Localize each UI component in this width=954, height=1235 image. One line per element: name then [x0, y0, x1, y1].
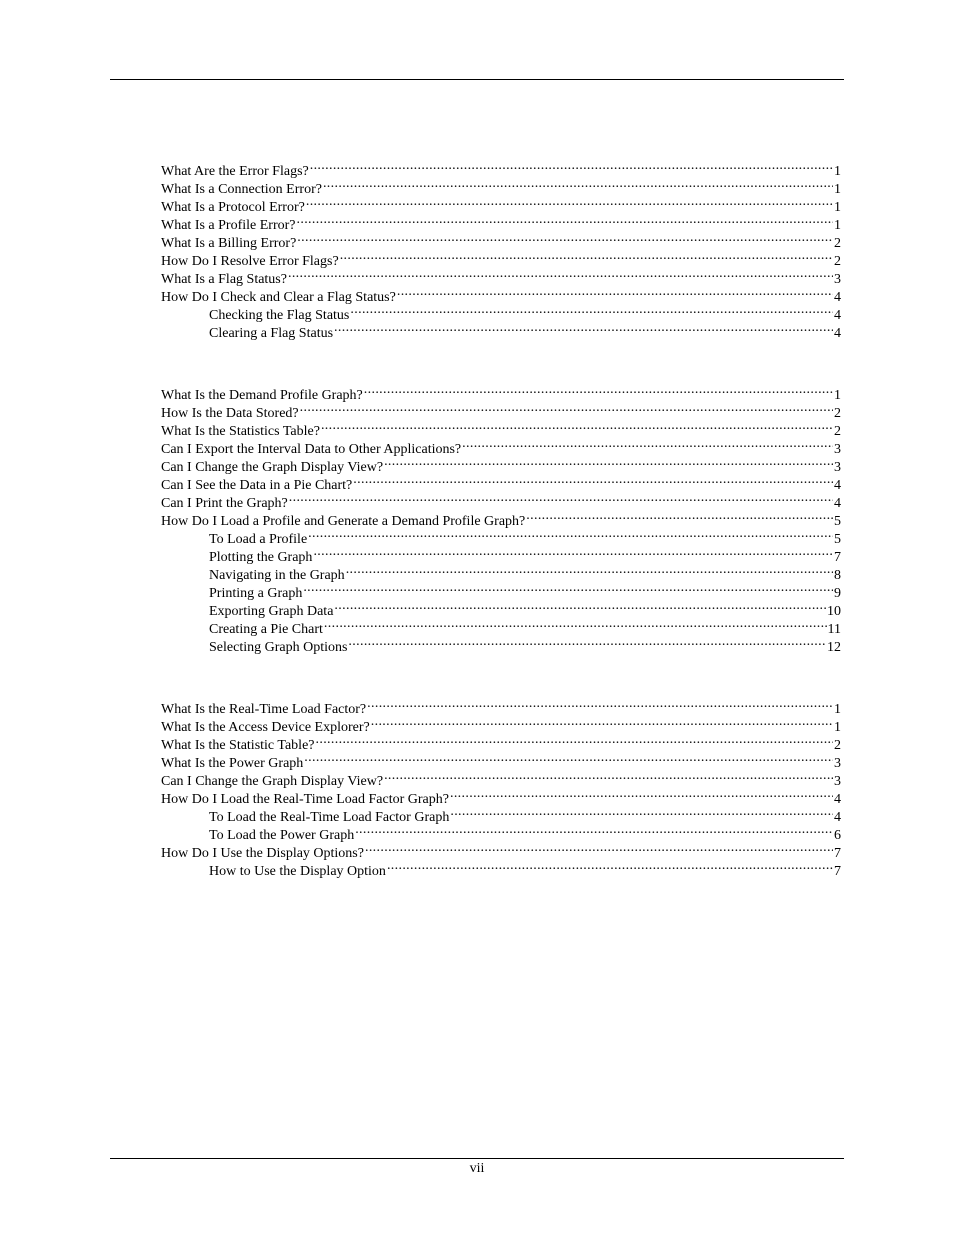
toc-page-number: 3	[834, 756, 841, 771]
toc-page-number: 2	[834, 236, 841, 251]
dot-leader	[321, 417, 833, 435]
toc-page-number: 4	[834, 810, 841, 825]
dot-leader	[353, 471, 833, 489]
toc-page-number: 4	[834, 496, 841, 511]
toc-entry-title: Can I Print the Graph?	[161, 496, 288, 511]
toc-page-number: 7	[834, 846, 841, 861]
toc-entry-title: Printing a Graph	[209, 586, 303, 601]
toc-page-number: 4	[834, 326, 841, 341]
toc-page-number: 2	[834, 406, 841, 421]
toc-page-number: 10	[827, 604, 841, 619]
toc-entry-title: What Is the Statistic Table?	[161, 738, 315, 753]
dot-leader	[323, 175, 833, 193]
toc-page-number: 1	[834, 218, 841, 233]
dot-leader	[334, 319, 833, 337]
toc-page-number: 1	[834, 720, 841, 735]
toc-page-number: 3	[834, 442, 841, 457]
toc-page-number: 1	[834, 388, 841, 403]
toc-page-number: 8	[834, 568, 841, 583]
toc-entry-title: Can I Change the Graph Display View?	[161, 774, 384, 789]
dot-leader	[289, 489, 833, 507]
dot-leader	[324, 615, 827, 633]
toc-entry-title: What Is the Demand Profile Graph?	[161, 388, 363, 403]
toc-page-number: 7	[834, 550, 841, 565]
toc-entry-title: How Is the Data Stored?	[161, 406, 299, 421]
dot-leader	[288, 265, 833, 283]
toc-entry-title: How to Use the Display Option	[209, 864, 386, 879]
toc-entry-title: What Is the Power Graph	[161, 756, 304, 771]
toc-page-number: 2	[834, 738, 841, 753]
toc-page-number: 3	[834, 774, 841, 789]
header-rule	[110, 79, 844, 80]
toc-page-number: 4	[834, 792, 841, 807]
toc-entry-title: What Is a Protocol Error?	[161, 200, 305, 215]
dot-leader	[526, 507, 833, 525]
dot-leader	[462, 435, 833, 453]
toc-page-number: 1	[834, 702, 841, 717]
dot-leader	[365, 839, 833, 857]
toc-entry-title: What Is a Billing Error?	[161, 236, 297, 251]
toc-entry-title: To Load a Profile	[209, 532, 308, 547]
toc-entry-title: How Do I Check and Clear a Flag Status?	[161, 290, 396, 305]
toc-page-number: 4	[834, 308, 841, 323]
toc-page-number: 1	[834, 200, 841, 215]
toc-entry-title: Navigating in the Graph	[209, 568, 345, 583]
toc-page-number: 2	[834, 254, 841, 269]
toc-page-number: 1	[834, 182, 841, 197]
dot-leader	[346, 561, 833, 579]
toc-entry-title: Plotting the Graph	[209, 550, 313, 565]
dot-leader	[313, 543, 833, 561]
toc-entry-title: To Load the Real-Time Load Factor Graph	[209, 810, 450, 825]
dot-leader	[397, 283, 833, 301]
dot-leader	[348, 633, 826, 651]
dot-leader	[450, 785, 833, 803]
toc-page-number: 7	[834, 864, 841, 879]
toc-entry-title: How Do I Load the Real-Time Load Factor Graph?	[161, 792, 449, 807]
toc-entry-title: Can I Change the Graph Display View?	[161, 460, 384, 475]
toc-entry-title: How Do I Use the Display Options?	[161, 846, 364, 861]
toc-section-load-factor	[161, 695, 841, 879]
dot-leader	[297, 229, 833, 247]
page-number: vii	[469, 1161, 485, 1176]
toc-page-number: 4	[834, 290, 841, 305]
dot-leader	[306, 193, 833, 211]
toc-entry-title: Can I See the Data in a Pie Chart?	[161, 478, 353, 493]
toc-entry-title: To Load the Power Graph	[209, 828, 355, 843]
dot-leader	[367, 695, 833, 713]
toc-entry-title: What Are the Error Flags?	[161, 164, 309, 179]
toc-page-number: 3	[834, 460, 841, 475]
toc-page-number: 11	[827, 622, 841, 637]
toc-entry[interactable]	[161, 157, 841, 179]
toc-entry[interactable]	[161, 695, 841, 717]
dot-leader	[450, 803, 833, 821]
toc-page-number: 1	[834, 164, 841, 179]
toc-entry-title: What Is the Statistics Table?	[161, 424, 320, 439]
toc-page-number: 4	[834, 478, 841, 493]
toc-page-number: 6	[834, 828, 841, 843]
dot-leader	[340, 247, 833, 265]
dot-leader	[364, 381, 833, 399]
dot-leader	[316, 731, 834, 749]
toc-entry-title: What Is the Access Device Explorer?	[161, 720, 370, 735]
toc-entry[interactable]	[161, 381, 841, 403]
toc-page-number: 3	[834, 272, 841, 287]
dot-leader	[384, 767, 833, 785]
toc-page-number: 5	[834, 514, 841, 529]
toc-entry-title: Checking the Flag Status	[209, 308, 350, 323]
toc-entry-title: Exporting Graph Data	[209, 604, 334, 619]
toc-page-number: 2	[834, 424, 841, 439]
toc-entry-title: How Do I Load a Profile and Generate a Demand Profile Graph?	[161, 514, 526, 529]
dot-leader	[371, 713, 833, 731]
toc-entry-title: Selecting Graph Options	[209, 640, 348, 655]
toc-page-number: 9	[834, 586, 841, 601]
toc-entry-title: Can I Export the Interval Data to Other Applications?	[161, 442, 462, 457]
dot-leader	[297, 211, 834, 229]
dot-leader	[310, 157, 833, 175]
toc-page-number: 12	[827, 640, 841, 655]
toc-entry-title: What Is a Connection Error?	[161, 182, 322, 197]
toc-entry-title: How Do I Resolve Error Flags?	[161, 254, 339, 269]
dot-leader	[334, 597, 826, 615]
dot-leader	[387, 857, 833, 875]
toc-section-error-flags	[161, 157, 841, 341]
toc-section-demand-profile	[161, 381, 841, 655]
dot-leader	[308, 525, 833, 543]
toc-entry-title: Creating a Pie Chart	[209, 622, 323, 637]
dot-leader	[304, 749, 833, 767]
toc-entry-title: Clearing a Flag Status	[209, 326, 334, 341]
dot-leader	[303, 579, 833, 597]
dot-leader	[350, 301, 833, 319]
toc-entry-title: What Is the Real-Time Load Factor?	[161, 702, 367, 717]
toc-entry-title: What Is a Profile Error?	[161, 218, 296, 233]
dot-leader	[355, 821, 833, 839]
dot-leader	[384, 453, 833, 471]
toc-page-number: 5	[834, 532, 841, 547]
footer-rule	[110, 1158, 844, 1159]
dot-leader	[300, 399, 833, 417]
toc-entry-title: What Is a Flag Status?	[161, 272, 287, 287]
